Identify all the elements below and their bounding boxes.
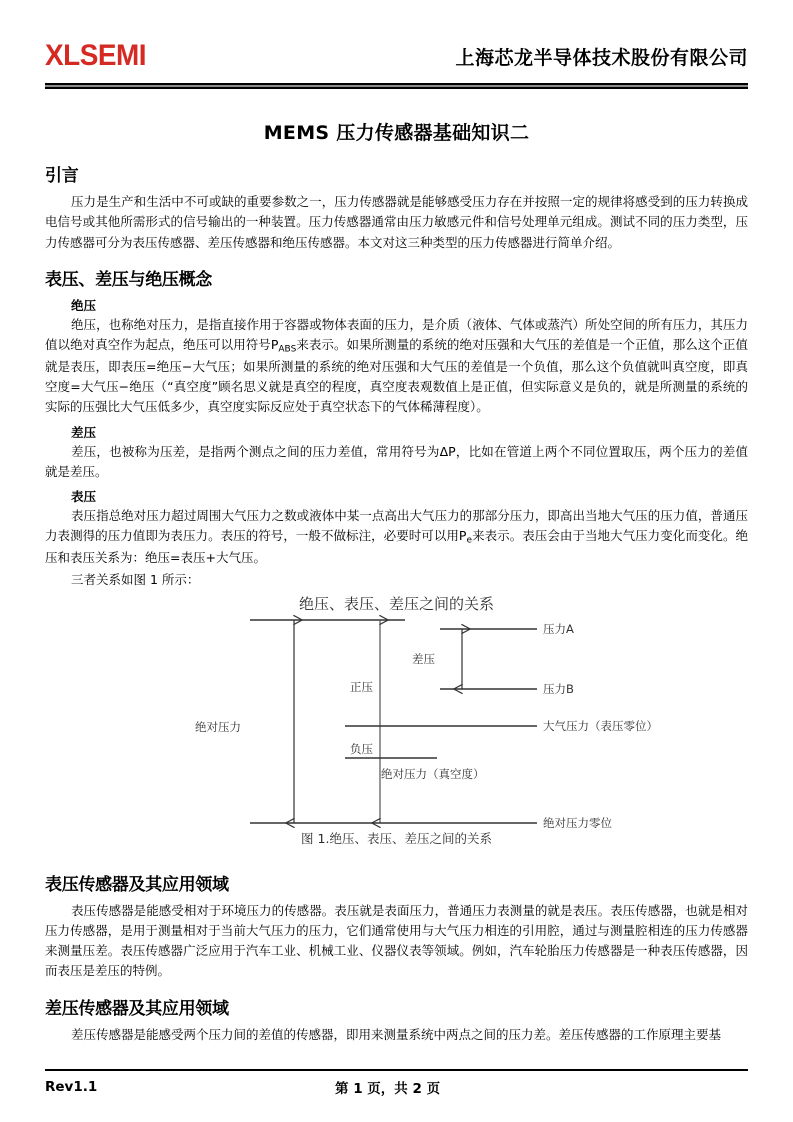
xlsemi-logo: XLSEMI bbox=[45, 39, 147, 72]
header-divider-bar-bottom bbox=[45, 87, 748, 89]
paragraph-absolute-pressure bbox=[45, 315, 748, 418]
paragraph-differential-pressure: 差压，也被称为压差，是指两个测点之间的压力差值，常用符号为ΔP，比如在管道上两个不同位置取压，两个压力的差值就是差压。 bbox=[45, 443, 748, 479]
page-header bbox=[45, 30, 748, 82]
figure-pressure-relationship bbox=[45, 593, 748, 858]
figure-label-negative-pressure: 负压 bbox=[350, 741, 373, 756]
footer-pagination: 第 1 页，共 2 页 bbox=[335, 1081, 441, 1097]
subheading-gauge-pressure: 表压 bbox=[71, 489, 97, 505]
paragraph-differential-sensor: 差压传感器是能感受两个压力间的差值的传感器，即用来测量系统中两点之间的压力差。差压传感器的工作原理主要基 bbox=[71, 1026, 722, 1042]
paragraph-gauge-sensor: 表压传感器是能感受相对于环境压力的传感器。表压就是表面压力，普通压力表测量的就是表压。表压传感器，也就是相对压力传感器，是用于测量相对于当前大气压力的压力，它们通常使用与大气压力相连的引用腔，通过与测量腔相连的压力传感器来测量压差。表压传感器广泛应用于汽车工业、机械工业、仪器仪表等领域。例如，汽车轮胎压力传感器是一种表压传感器，因而表压是差压的特例。 bbox=[45, 902, 748, 979]
paragraph-introduction: 压力是生产和生活中不可或缺的重要参数之一，压力传感器就是能够感受压力存在并按照一定的规律将感受到的压力转换成电信号或其他所需形式的信号输出的一种装置。压力传感器通常由压力敏感元件和信号处理单元组成。测试不同的压力类型，压力传感器可分为表压传感器、差压传感器和绝压传感器。本文对这三种类型的压力传感器进行简单介绍。 bbox=[45, 194, 748, 250]
absolute-text-part1: 绝压，也称绝对压力，是指直接作用于容器或物体表面的压力，是介质（液体、气体或蒸汽）所处空间的所有压力，其压力值以绝对真空作为起点，绝压可以用符号P bbox=[45, 316, 748, 352]
subheading-differential-pressure: 差压 bbox=[71, 424, 97, 440]
absolute-text-part2: 来表示。如果所测量的系统的绝对压强和大气压的差值是一个正值，那么这个正值就是表压，即表压=绝压−大气压；如果所测量的系统的绝对压强和大气压的差值是一个负值，那么这个负值就叫真空度，即真空度=大气压−绝压（“真空度”顾名思义就是真空的程度，真空度表观数值上是正值，但实际意义是负的，就是所测量的系统的实际的压强比大气压低多少，真空度实际反应处于真空状态下的气体稀薄程度）。 bbox=[45, 337, 748, 415]
subheading-absolute-pressure: 绝压 bbox=[71, 297, 97, 313]
gauge-subscript-e: e bbox=[466, 535, 473, 546]
paragraph-figure-lead: 三者关系如图 1 所示： bbox=[71, 572, 200, 588]
page-footer bbox=[45, 1075, 748, 1099]
figure-label-positive-pressure: 正压 bbox=[350, 679, 373, 694]
figure-label-absolute-zero: 绝对压力零位 bbox=[543, 815, 612, 828]
header-divider bbox=[45, 83, 748, 89]
footer-revision: Rev1.1 bbox=[45, 1079, 98, 1095]
heading-introduction: 引言 bbox=[45, 166, 79, 186]
heading-gauge-sensor: 表压传感器及其应用领域 bbox=[45, 874, 229, 895]
heading-differential-sensor: 差压传感器及其应用领域 bbox=[45, 998, 229, 1019]
figure-caption: 图 1.绝压、表压、差压之间的关系 bbox=[301, 830, 492, 846]
figure-label-differential-pressure: 差压 bbox=[412, 651, 435, 666]
figure-label-pressure-a: 压力A bbox=[543, 621, 574, 636]
figure-label-absolute-pressure: 绝对压力 bbox=[195, 719, 241, 734]
footer-divider bbox=[45, 1069, 748, 1071]
figure-label-atmospheric: 大气压力（表压零位） bbox=[543, 718, 658, 733]
figure-label-vacuum: 绝对压力（真空度） bbox=[381, 766, 485, 781]
figure-diagram bbox=[45, 613, 748, 828]
company-name: 上海芯龙半导体技术股份有限公司 bbox=[455, 46, 748, 69]
heading-concepts: 表压、差压与绝压概念 bbox=[45, 269, 212, 290]
absolute-subscript-abs: ABS bbox=[278, 344, 297, 355]
gauge-text-part2: 来表示。表压会由于当地大气压力变化而变化。绝压和表压关系为：绝压=表压+大气压。 bbox=[45, 528, 748, 566]
figure-title: 绝压、表压、差压之间的关系 bbox=[298, 594, 494, 613]
paragraph-gauge-pressure bbox=[45, 506, 748, 568]
page-title: MEMS 压力传感器基础知识二 bbox=[263, 122, 530, 144]
gauge-text-part1: 表压指总绝对压力超过周围大气压力之数或液体中某一点高出大气压力的那部分压力，即高出当地大气压的压力值，普通压力表测得的压力值即为表压力。表压的符号，一般不做标注，必要时可以用P bbox=[45, 508, 748, 544]
document-content bbox=[45, 110, 748, 1047]
figure-label-pressure-b: 压力B bbox=[543, 681, 574, 696]
